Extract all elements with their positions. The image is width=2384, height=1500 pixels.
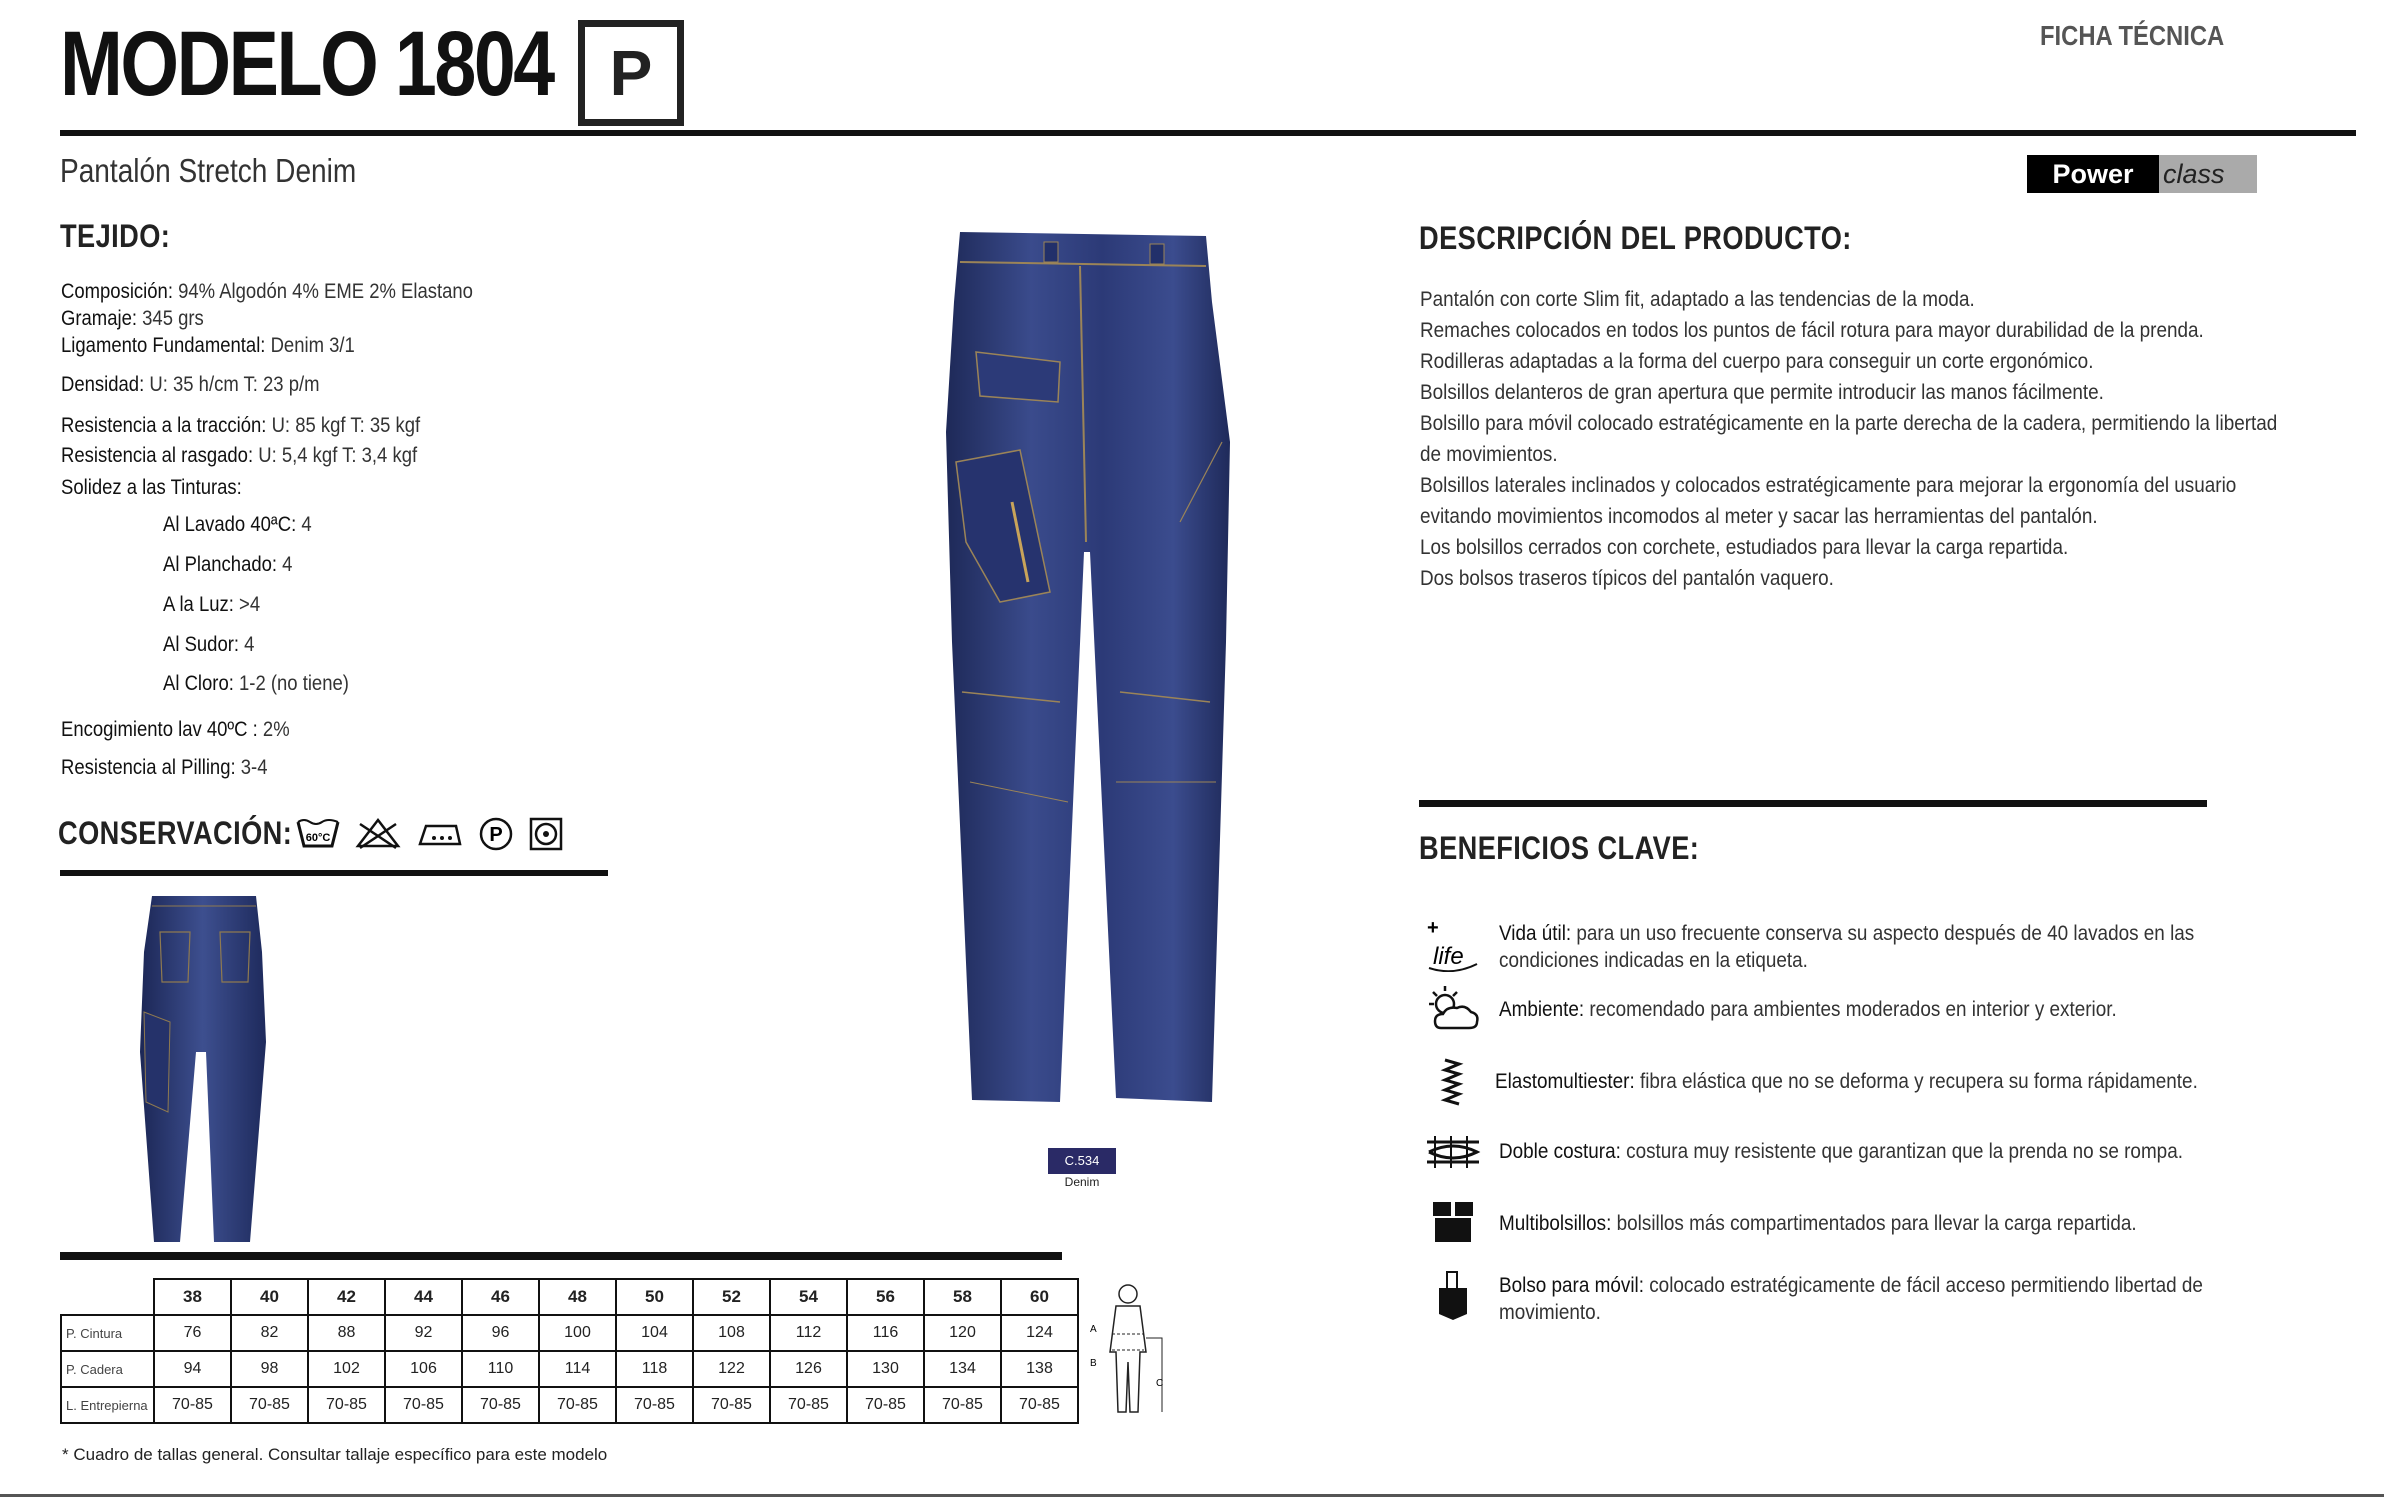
size-cell: 114	[539, 1351, 616, 1387]
measurement-figure	[1088, 1282, 1168, 1422]
size-cell: 126	[770, 1351, 847, 1387]
size-cell: 70-85	[924, 1387, 1001, 1423]
desc-line: Los bolsillos cerrados con corchete, estudiados para llevar la carga repartida.	[1420, 536, 2069, 559]
size-cell: 96	[462, 1315, 539, 1351]
care-icons	[296, 816, 564, 852]
sheet-label: FICHA TÉCNICA	[2040, 20, 2225, 51]
size-header: 40	[231, 1279, 308, 1315]
size-cell: 130	[847, 1351, 924, 1387]
svg-text:B: B	[1090, 1358, 1097, 1369]
size-header: 42	[308, 1279, 385, 1315]
size-cell: 106	[385, 1351, 462, 1387]
svg-text:+: +	[1427, 920, 1439, 939]
category-badge: P	[578, 20, 684, 126]
size-header: 60	[1001, 1279, 1078, 1315]
spec-rasgado: Resistencia al rasgado: U: 5,4 kgf T: 3,4 kgf	[61, 444, 418, 467]
color-swatch: C.534	[1048, 1148, 1116, 1174]
size-cell: 108	[693, 1315, 770, 1351]
benefit-elastomultiester	[1425, 1056, 2375, 1108]
desc-line: Dos bolsos traseros típicos del pantalón vaquero.	[1420, 567, 1834, 590]
benefit-vida-util	[1425, 920, 2379, 974]
tumble-dry-icon	[528, 816, 564, 852]
no-bleach-icon	[354, 816, 402, 850]
beneficios-heading: BENEFICIOS CLAVE:	[1419, 830, 1700, 866]
size-cell: 112	[770, 1315, 847, 1351]
spec-traccion: Resistencia a la tracción: U: 85 kgf T: 35 kgf	[61, 414, 421, 437]
size-cell: 70-85	[770, 1387, 847, 1423]
spec-solidez: Solidez a las Tinturas:	[61, 476, 242, 499]
sizes-divider	[60, 1252, 1062, 1260]
desc-line: Pantalón con corte Slim fit, adaptado a las tendencias de la moda.	[1420, 288, 1975, 311]
color-name: Denim	[1064, 1175, 1100, 1189]
size-cell: 124	[1001, 1315, 1078, 1351]
benefit-bolso-movil	[1425, 1270, 2379, 1326]
tejido-heading: TEJIDO:	[60, 218, 171, 254]
benefit-text: Elastomultiester: fibra elástica que no se deforma y recupera su forma rápidamente.	[1495, 1070, 2198, 1093]
size-cell: 118	[616, 1351, 693, 1387]
size-cell: 122	[693, 1351, 770, 1387]
size-cell: 92	[385, 1315, 462, 1351]
descripcion-text	[1420, 284, 2373, 594]
life-icon	[1425, 920, 1481, 972]
tejido-specs	[61, 278, 529, 781]
desc-line: evitando movimientos incomodos al meter y sacar las herramientas del pantalón.	[1420, 505, 2098, 528]
model-title: MODELO 1804	[60, 13, 553, 115]
size-cell: 70-85	[385, 1387, 462, 1423]
benefit-text: Multibolsillos: bolsillos más compartimentados para llevar la carga repartida.	[1499, 1212, 2137, 1235]
size-cell: 70-85	[693, 1387, 770, 1423]
size-cell: 70-85	[616, 1387, 693, 1423]
solidez-planchado: Al Planchado: 4	[163, 553, 293, 576]
benefit-text: Vida útil: para un uso frecuente conserva su aspecto después de 40 lavados en las condiciones indicadas en la etiqueta.	[1499, 922, 2195, 972]
header-divider	[60, 130, 2356, 136]
size-header: 44	[385, 1279, 462, 1315]
size-header: 48	[539, 1279, 616, 1315]
double-stitch-icon	[1425, 1126, 1481, 1178]
size-cell: 70-85	[154, 1387, 231, 1423]
size-cell: 102	[308, 1351, 385, 1387]
size-header: 38	[154, 1279, 231, 1315]
size-cell: 94	[154, 1351, 231, 1387]
size-cell: 70-85	[1001, 1387, 1078, 1423]
size-cell: 70-85	[847, 1387, 924, 1423]
svg-text:A: A	[1090, 1324, 1097, 1335]
row-label: P. Cintura	[61, 1315, 154, 1351]
benefit-ambiente	[1425, 984, 2379, 1036]
svg-text:C: C	[1156, 1378, 1164, 1389]
size-header-row	[61, 1279, 1078, 1315]
svg-text:P: P	[489, 824, 503, 846]
size-cell: 88	[308, 1315, 385, 1351]
size-header: 56	[847, 1279, 924, 1315]
solidez-lavado: Al Lavado 40ªC: 4	[163, 513, 312, 536]
row-label: P. Cadera	[61, 1351, 154, 1387]
benefit-text: Bolso para móvil: colocado estratégicamente de fácil acceso permitiendo libertad de movimiento.	[1499, 1274, 2203, 1324]
iron-icon	[416, 816, 464, 850]
size-cell: 70-85	[308, 1387, 385, 1423]
solidez-sudor: Al Sudor: 4	[163, 633, 255, 656]
size-cell: 134	[924, 1351, 1001, 1387]
brand-class: class	[2159, 155, 2257, 193]
size-header: 52	[693, 1279, 770, 1315]
descripcion-heading: DESCRIPCIÓN DEL PRODUCTO:	[1419, 220, 1852, 256]
desc-line: de movimientos.	[1420, 443, 1558, 466]
spec-composicion: Composición: 94% Algodón 4% EME 2% Elastano	[61, 280, 473, 303]
desc-line: Rodilleras adaptadas a la forma del cuerpo para conseguir un corte ergonómico.	[1420, 350, 2094, 373]
size-cell: 98	[231, 1351, 308, 1387]
size-cell: 120	[924, 1315, 1001, 1351]
spec-ligamento: Ligamento Fundamental: Denim 3/1	[61, 334, 355, 357]
size-header: 58	[924, 1279, 1001, 1315]
spec-encogimiento: Encogimiento lav 40ºC : 2%	[61, 718, 290, 741]
size-footnote: * Cuadro de tallas general. Consultar tallaje específico para este modelo	[62, 1445, 608, 1464]
table-row	[61, 1315, 1078, 1351]
size-cell: 70-85	[462, 1387, 539, 1423]
size-header: 46	[462, 1279, 539, 1315]
spec-pilling: Resistencia al Pilling: 3-4	[61, 756, 268, 779]
size-cell: 116	[847, 1315, 924, 1351]
benefit-text: Ambiente: recomendado para ambientes moderados en interior y exterior.	[1499, 998, 2117, 1021]
spec-densidad: Densidad: U: 35 h/cm T: 23 p/m	[61, 373, 320, 396]
table-row	[61, 1387, 1078, 1423]
svg-text:60°C: 60°C	[305, 832, 331, 844]
size-header: 54	[770, 1279, 847, 1315]
bottom-border	[0, 1494, 2384, 1497]
size-cell: 70-85	[539, 1387, 616, 1423]
size-header: 50	[616, 1279, 693, 1315]
phone-pocket-icon	[1425, 1270, 1481, 1322]
spring-icon	[1425, 1056, 1481, 1108]
benefit-doble-costura	[1425, 1126, 2379, 1178]
size-cell: 70-85	[231, 1387, 308, 1423]
size-cell: 100	[539, 1315, 616, 1351]
jeans-front-image	[940, 222, 1240, 1108]
desc-line: Remaches colocados en todos los puntos de fácil rotura para mayor durabilidad de la prenda.	[1420, 319, 2204, 342]
desc-line: Bolsillos laterales inclinados y colocados estratégicamente para mejorar la ergonomía del usuario	[1420, 474, 2237, 497]
desc-line: Bolsillo para móvil colocado estratégicamente en la parte derecha de la cadera, permitiendo la libertad	[1420, 412, 2278, 435]
pockets-icon	[1425, 1198, 1481, 1250]
table-row	[61, 1351, 1078, 1387]
size-cell: 82	[231, 1315, 308, 1351]
brand-logo	[2027, 155, 2257, 193]
spec-gramaje: Gramaje: 345 grs	[61, 307, 204, 330]
desc-line: Bolsillos delanteros de gran apertura que permite introducir las manos fácilmente.	[1420, 381, 2104, 404]
size-cell: 76	[154, 1315, 231, 1351]
svg-text:life: life	[1433, 943, 1464, 970]
solidez-list	[163, 511, 529, 697]
benefit-multibolsillos	[1425, 1198, 2379, 1250]
size-cell: 104	[616, 1315, 693, 1351]
beneficios-divider	[1419, 800, 2207, 807]
size-table	[60, 1278, 1079, 1424]
conservacion-divider	[60, 870, 608, 876]
size-cell: 138	[1001, 1351, 1078, 1387]
solidez-luz: A la Luz: >4	[163, 593, 261, 616]
benefit-text: Doble costura: costura muy resistente que garantizan que la prenda no se rompa.	[1499, 1140, 2183, 1163]
weather-icon	[1425, 984, 1481, 1036]
size-header-corner	[61, 1279, 154, 1315]
dry-clean-p-icon	[478, 816, 514, 852]
wash-60-icon	[296, 816, 340, 850]
row-label: L. Entrepierna	[61, 1387, 154, 1423]
size-cell: 110	[462, 1351, 539, 1387]
conservacion-heading: CONSERVACIÓN:	[58, 815, 293, 851]
jeans-back-image	[130, 892, 270, 1244]
brand-power: Power	[2027, 155, 2159, 193]
solidez-cloro: Al Cloro: 1-2 (no tiene)	[163, 672, 349, 695]
product-subtitle: Pantalón Stretch Denim	[60, 152, 357, 189]
